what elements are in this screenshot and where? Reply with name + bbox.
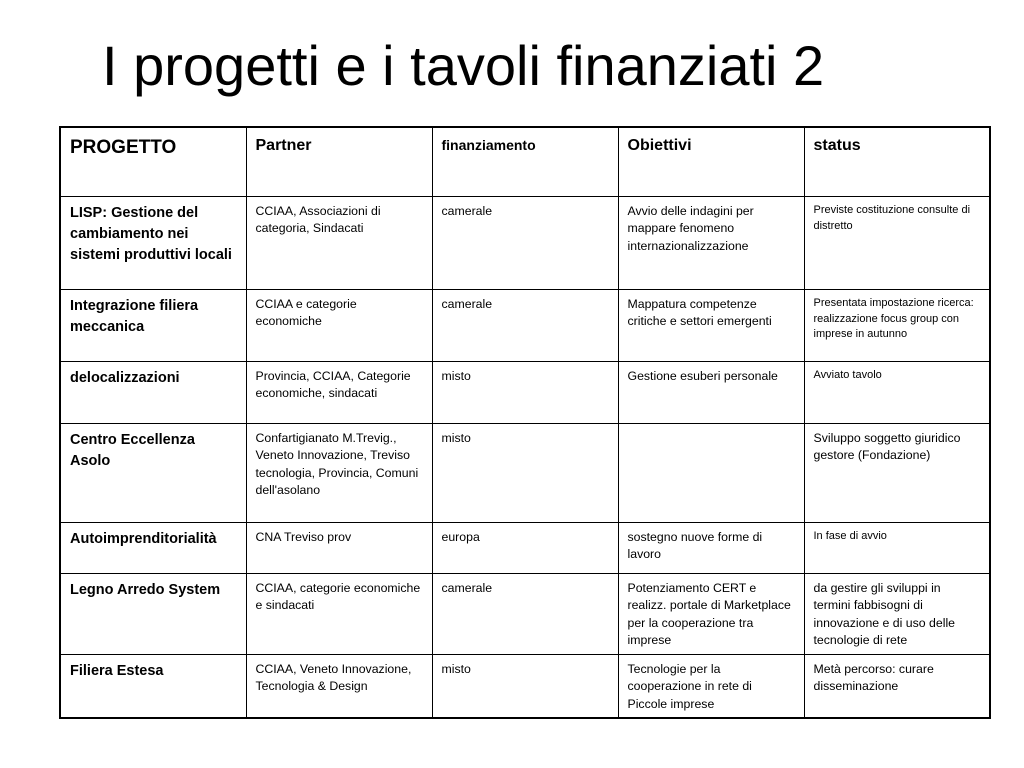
cell-finanziamento: misto bbox=[432, 362, 618, 424]
table-row bbox=[60, 362, 990, 424]
cell-partner: CCIAA e categorie economiche bbox=[246, 290, 432, 362]
cell-finanziamento: misto bbox=[432, 424, 618, 523]
cell-finanziamento: misto bbox=[432, 655, 618, 719]
cell-obiettivi: Mappatura competenze critiche e settori emergenti bbox=[618, 290, 804, 362]
cell-progetto: Legno Arredo System bbox=[60, 574, 246, 655]
cell-partner: Confartigianato M.Trevig., Veneto Innovazione, Treviso tecnologia, Provincia, Comuni dell'asolano bbox=[246, 424, 432, 523]
cell-status: In fase di avvio bbox=[804, 523, 990, 574]
table-row bbox=[60, 574, 990, 655]
cell-finanziamento: camerale bbox=[432, 574, 618, 655]
cell-status: Sviluppo soggetto giuridico gestore (Fondazione) bbox=[804, 424, 990, 523]
header-partner: Partner bbox=[246, 127, 432, 197]
cell-progetto: Centro Eccellenza Asolo bbox=[60, 424, 246, 523]
cell-partner: CCIAA, categorie economiche e sindacati bbox=[246, 574, 432, 655]
table-header-row bbox=[60, 127, 990, 197]
cell-progetto: Filiera Estesa bbox=[60, 655, 246, 719]
cell-finanziamento: camerale bbox=[432, 290, 618, 362]
cell-status: Previste costituzione consulte di distretto bbox=[804, 197, 990, 290]
cell-progetto: Autoimprenditorialità bbox=[60, 523, 246, 574]
table-row bbox=[60, 290, 990, 362]
header-obiettivi: Obiettivi bbox=[618, 127, 804, 197]
cell-obiettivi: Gestione esuberi personale bbox=[618, 362, 804, 424]
header-progetto: PROGETTO bbox=[60, 127, 246, 197]
header-finanziamento: finanziamento bbox=[432, 127, 618, 197]
table-row bbox=[60, 424, 990, 523]
header-status: status bbox=[804, 127, 990, 197]
cell-status: Avviato tavolo bbox=[804, 362, 990, 424]
projects-table bbox=[59, 126, 991, 719]
table-row bbox=[60, 197, 990, 290]
cell-obiettivi bbox=[618, 424, 804, 523]
cell-partner: CCIAA, Veneto Innovazione, Tecnologia & Design bbox=[246, 655, 432, 719]
table-row bbox=[60, 523, 990, 574]
cell-progetto: LISP: Gestione del cambiamento nei sistemi produttivi locali bbox=[60, 197, 246, 290]
cell-progetto: Integrazione filiera meccanica bbox=[60, 290, 246, 362]
cell-status: da gestire gli sviluppi in termini fabbisogni di innovazione e di uso delle tecnologie di rete bbox=[804, 574, 990, 655]
page-title: I progetti e i tavoli finanziati 2 bbox=[102, 34, 825, 97]
cell-obiettivi: Avvio delle indagini per mappare fenomeno internazionalizzazione bbox=[618, 197, 804, 290]
cell-status: Presentata impostazione ricerca: realizzazione focus group con imprese in autunno bbox=[804, 290, 990, 362]
cell-obiettivi: Potenziamento CERT e realizz. portale di Marketplace per la cooperazione tra imprese bbox=[618, 574, 804, 655]
cell-finanziamento: europa bbox=[432, 523, 618, 574]
cell-partner: CCIAA, Associazioni di categoria, Sindacati bbox=[246, 197, 432, 290]
cell-status: Metà percorso: curare disseminazione bbox=[804, 655, 990, 719]
table-row bbox=[60, 655, 990, 719]
cell-obiettivi: sostegno nuove forme di lavoro bbox=[618, 523, 804, 574]
cell-partner: CNA Treviso prov bbox=[246, 523, 432, 574]
cell-obiettivi: Tecnologie per la cooperazione in rete di Piccole imprese bbox=[618, 655, 804, 719]
cell-partner: Provincia, CCIAA, Categorie economiche, sindacati bbox=[246, 362, 432, 424]
cell-progetto: delocalizzazioni bbox=[60, 362, 246, 424]
cell-finanziamento: camerale bbox=[432, 197, 618, 290]
